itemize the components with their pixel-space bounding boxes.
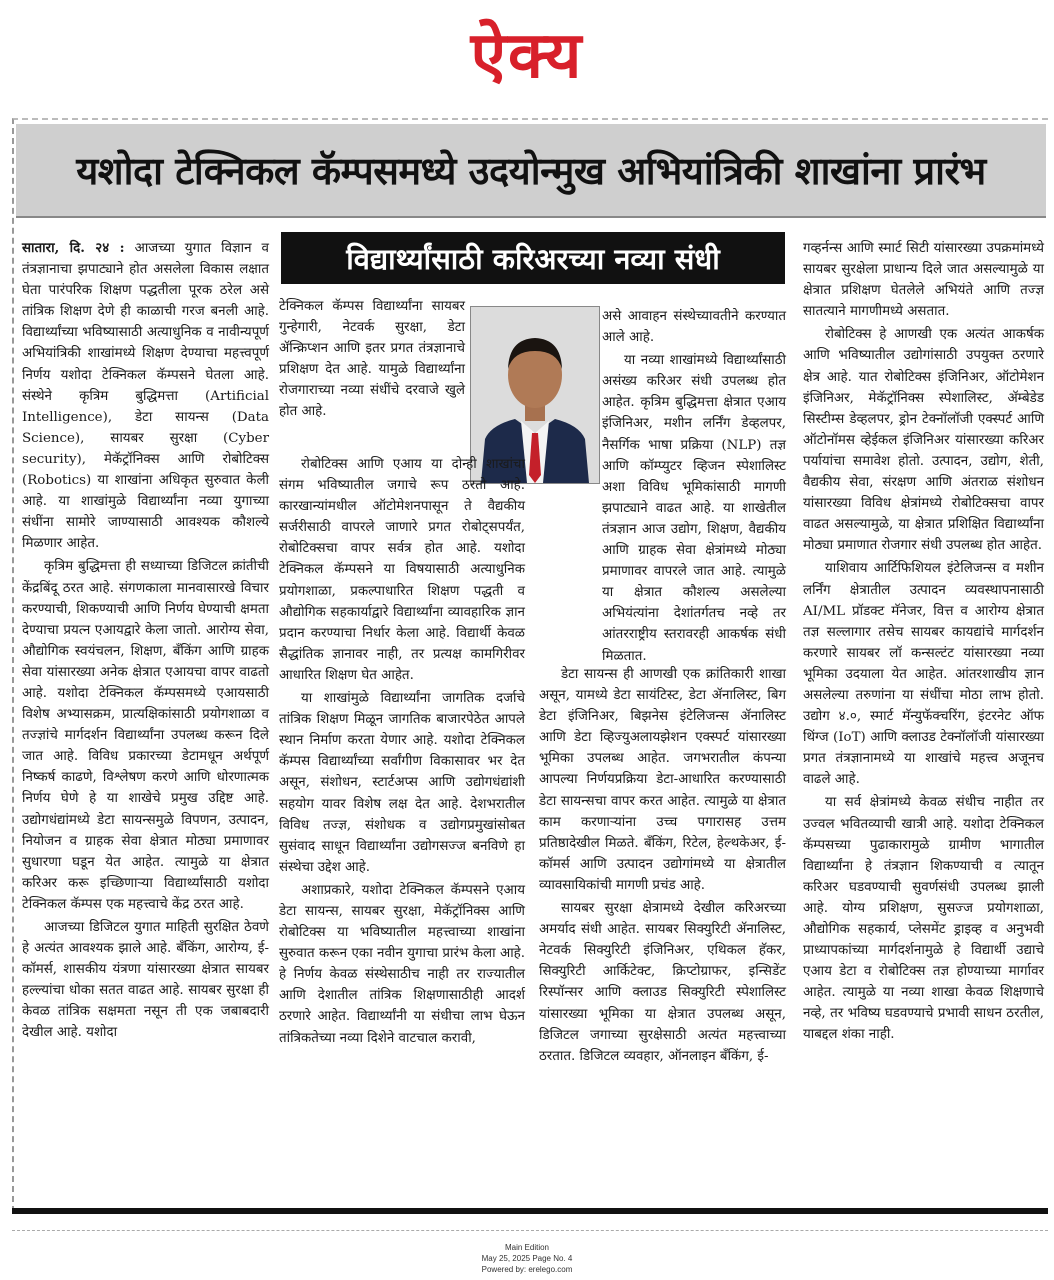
page-footer	[0, 1242, 1054, 1275]
newspaper-logo: ऐक्य	[470, 19, 584, 93]
paragraph-text: आजच्या युगात विज्ञान व तंत्रज्ञानाचा झपाट्याने होत असलेला विकास लक्षात घेता पारंपरिक शिक्षण पद्धतीला पूरक ठरेल असे तांत्रिक शिक्षण देणे ही काळाची गरज बनली आहे. विद्यार्थ्यांच्या भविष्यासाठी अत्याधुनिक व नावीन्यपूर्ण अभियांत्रिकी शाखांमध्ये शिक्षण देण्याचा महत्त्वपूर्ण निर्णय यशोदा टेक्निकल कॅम्पसने घेतला आहे. संस्थेने कृत्रिम बुद्धिमत्ता (Artificial Intelligence), डेटा सायन्स (Data Science), सायबर सुरक्षा (Cyber security), मेकॅट्रॉनिक्स आणि रोबोटिक्स (Robotics) या शाखांना अधिकृत सुरुवात केली आहे. या शाखांमुळे विद्यार्थ्यांना नव्या युगाच्या संधींना सामोरे जाण्यासाठी आवश्यक कौशल्ये मिळणार आहेत.	[22, 241, 269, 552]
paragraph: डेटा सायन्स ही आणखी एक क्रांतिकारी शाखा असून, यामध्ये डेटा सायंटिस्ट, डेटा ॲनालिस्ट, बिग डेटा इंजिनिअर, बिझनेस इंटेलिजन्स ॲनालिस्ट आणि डेटा व्हिज्युअलायझेशन एक्स्पर्ट यांसारख्या भूमिका उपलब्ध आहेत. जगभरातील कंपन्या आपल्या निर्णयप्रक्रिया डेटा-आधारित करण्यासाठी डेटा सायन्सचा वापर करत आहेत. त्यामुळे या क्षेत्रात काम करणाऱ्यांना उच्च पगारासह उत्तम प्रतिष्ठादेखील मिळते. बँकिंग, रिटेल, हेल्थकेअर, ई-कॉमर्स आणि उत्पादन उद्योगांमध्ये या क्षेत्रातील व्यावसायिकांची मागणी प्रचंड आहे.	[539, 667, 786, 893]
paragraph: या शाखांमुळे विद्यार्थ्यांना जागतिक दर्जाचे तांत्रिक शिक्षण मिळून जागतिक बाजारपेठेत आपले स्थान निर्माण करता येणार आहे. यशोदा टेक्निकल कॅम्पस विद्यार्थ्यांच्या सर्वांगीण विकासावर भर देत असून, संशोधन, स्टार्टअप्स आणि उद्योगधंद्यांशी सहयोग यावर विशेष लक्ष देत आहे. देशभरातील विविध तज्ज्ञ, संशोधक व उद्योगप्रमुखांसोबत सुसंवाद साधून विद्यार्थ्यांना उद्योगसज्ज बनविणे हा संस्थेचा उद्देश आहे.	[279, 691, 525, 875]
powered-by-label: Powered by: erelego.com	[481, 1265, 573, 1274]
date-page-label: May 25, 2025 Page No. 4	[481, 1254, 573, 1263]
column-3-cont	[539, 664, 786, 1069]
column-4	[803, 238, 1044, 1048]
paragraph: असे आवाहन संस्थेच्यावतीने करण्यात आले आहे.	[602, 309, 786, 346]
paragraph: अशाप्रकारे, यशोदा टेक्निकल कॅम्पसने एआय डेटा सायन्स, सायबर सुरक्षा, मेकॅट्रॉनिक्स आणि रोबोटिक्स या भविष्यातील महत्त्वाच्या शाखांना सुरुवात करून एका नवीन युगाचा प्रारंभ केला आहे. हे निर्णय केवळ संस्थेसाठीच नाही तर राज्यातील आणि देशातील तांत्रिक शिक्षणासाठीही आदर्श ठरणारे आहेत. विद्यार्थ्यांनी या संधीचा लाभ घेऊन तांत्रिकतेच्या नव्या दिशेने वाटचाल करावी,	[279, 882, 525, 1046]
paragraph: कृत्रिम बुद्धिमत्ता ही सध्याच्या डिजिटल क्रांतीची केंद्रबिंदू ठरत आहे. संगणकाला मानवासारखे विचार करण्याची, शिकण्याची आणि निर्णय घेण्याची क्षमता देण्याचा प्रयत्न एआयद्वारे केला जातो. आरोग्य सेवा, औद्योगिक स्वयंचलन, शिक्षण, बँकिंग आणि ग्राहक सेवा यांसारख्या अनेक क्षेत्रात एआयचा वापर वाढतो आहे. यशोदा टेक्निकल कॅम्पसमध्ये एआयसाठी विशेष अभ्यासक्रम, प्रात्यक्षिकांसाठी प्रयोगशाळा व तज्ज्ञांचे मार्गदर्शन विद्यार्थ्यांना उपलब्ध करून दिले जात आहे. विविध प्रकारच्या डेटामधून अर्थपूर्ण निष्कर्ष काढणे, विश्लेषण करणे आणि धोरणात्मक निर्णय घेणे हे या शाखेचे प्रमुख उद्दिष्ट आहे. उद्योगधंद्यांमध्ये डेटा सायन्समुळे विपणन, उत्पादन, नियोजन व ग्राहक सेवा क्षेत्रात मोठ्या प्रमाणावर सुधारणा घडून येत आहेत. त्यामुळे या क्षेत्रात करिअर करू इच्छिणाऱ्या विद्यार्थ्यांसाठी यशोदा टेक्निकल कॅम्पस एक महत्त्वाचे केंद्र ठरत आहे.	[22, 559, 269, 912]
column-2	[279, 296, 465, 425]
paragraph: गव्हर्नन्स आणि स्मार्ट सिटी यांसारख्या उपक्रमांमध्ये सायबर सुरक्षेला प्राधान्य दिले जात असल्यामुळे या क्षेत्रात प्रशिक्षण घेतलेले अभियंते आणि तज्ज्ञ सातत्याने मागणीमध्ये असतात.	[803, 241, 1044, 320]
paragraph: रोबोटिक्स आणि एआय या दोन्ही शाखांचा संगम भविष्यातील जगाचे रूप ठरतो आहे. कारखान्यांमधील ऑटोमेशनपासून ते वैद्यकीय सर्जरीसाठी वापरले जाणारे प्रगत रोबोट्सपर्यंत, रोबोटिक्सचा वापर सर्वत्र होत आहे. यशोदा टेक्निकल कॅम्पसने या विषयासाठी अत्याधुनिक प्रयोगशाळा, प्रकल्पाधारित शिक्षण पद्धती व औद्योगिक सहकार्याद्वारे विद्यार्थ्यांना व्यावहारिक ज्ञान प्रदान करण्याचा निर्धार केला आहे. विद्यार्थी केवळ सैद्धांतिक ज्ञानावर नाही, तर प्रत्यक्ष कामगिरीवर आधारित शिक्षण घेत आहेत.	[279, 457, 525, 683]
dotted-divider	[12, 1230, 1048, 1241]
paragraph: या नव्या शाखांमध्ये विद्यार्थ्यांसाठी असंख्य करिअर संधी उपलब्ध होत आहेत. कृत्रिम बुद्धिमत्ता क्षेत्रात एआय इंजिनिअर, मशीन लर्निंग डेव्हलपर, नैसर्गिक भाषा प्रक्रिया (NLP) तज्ञ आणि कॉम्प्युटर व्हिजन स्पेशालिस्ट अशा विविध भूमिकांसाठी मागणी झपाट्याने वाढत आहे. या शाखेतील तंत्रज्ञान आज उद्योग, शिक्षण, वैद्यकीय आणि ग्राहक सेवा क्षेत्रांमध्ये मोठ्या प्रमाणावर वापरले जात आहे. त्यामुळे या क्षेत्रात कौशल्य असलेल्या अभियंत्यांना देशांतर्गतच नव्हे तर आंतरराष्ट्रीय स्तरावरही आकर्षक संधी मिळतात.	[602, 353, 786, 664]
paragraph: सायबर सुरक्षा क्षेत्रामध्ये देखील करिअरच्या अमर्याद संधी आहेत. सायबर सिक्युरिटी ॲनालिस्ट, नेटवर्क सिक्युरिटी इंजिनिअर, एथिकल हॅकर, सिक्युरिटी आर्किटेक्ट, क्रिप्टोग्राफर, इन्सिडेंट रिस्पॉन्सर आणि क्लाउड सिक्युरिटी स्पेशालिस्ट यांसारख्या भूमिका या क्षेत्रात उपलब्ध असून, डिजिटल जगाच्या सुरक्षेसाठी अत्यंत महत्त्वाच्या ठरतात. डिजिटल व्यवहार, ऑनलाइन बँकिंग, ई-	[539, 901, 786, 1064]
paragraph	[22, 238, 269, 554]
headline-band	[16, 124, 1046, 218]
paragraph: आजच्या डिजिटल युगात माहिती सुरक्षित ठेवणे हे अत्यंत आवश्यक झाले आहे. बँकिंग, आरोग्य, ई-कॉमर्स, शासकीय यंत्रणा यांसारख्या क्षेत्रात सायबर हल्ल्यांचा धोका सतत वाढत आहे. सायबर सुरक्षा ही केवळ तांत्रिक सक्षमता नसून ती एक जबाबदारी देखील आहे. यशोदा	[22, 920, 269, 1041]
paragraph: टेक्निकल कॅम्पस विद्यार्थ्यांना सायबर गुन्हेगारी, नेटवर्क सुरक्षा, डेटा ॲन्क्रिप्शन आणि इतर प्रगत तंत्रज्ञानाचे प्रशिक्षण देत आहे. यामुळे विद्यार्थ्यांना रोजगाराच्या नव्या संधींचे दरवाजे खुले होत आहे.	[279, 299, 465, 420]
sub-headline: विद्यार्थ्यांसाठी करिअरच्या नव्या संधी	[346, 241, 720, 276]
edition-label: Main Edition	[504, 1243, 550, 1252]
masthead	[0, 0, 1054, 112]
paragraph: रोबोटिक्स हे आणखी एक अत्यंत आकर्षक आणि भविष्यातील उद्योगांसाठी उपयुक्त ठरणारे क्षेत्र आहे. यात रोबोटिक्स इंजिनिअर, ऑटोमेशन इंजिनिअर, मेकॅट्रॉनिक्स स्पेशालिस्ट, ॲम्बेडेड सिस्टीम्स डेव्हलपर, ड्रोन टेक्नॉलॉजी एक्स्पर्ट आणि ऑटोनॉमस व्हेईकल इंजिनिअर यांसारख्या करिअर पर्यायांचा समावेश होतो. उत्पादन, उद्योग, शेती, वैद्यकीय सेवा, संरक्षण आणि अंतराळ संशोधन यांसारख्या विविध क्षेत्रांमध्ये रोबोटिक्सचा वापर वाढत असल्यामुळे, या क्षेत्रात प्रशिक्षित विद्यार्थ्यांना मोठ्या प्रमाणात रोजगार संधी उपलब्ध होत आहेत.	[803, 327, 1044, 554]
sub-headline-box	[281, 232, 785, 284]
column-3	[602, 306, 786, 669]
article-headline: यशोदा टेक्निकल कॅम्पसमध्ये उदयोन्मुख अभियांत्रिकी शाखांना प्रारंभ	[76, 149, 986, 193]
paragraph: या सर्व क्षेत्रांमध्ये केवळ संधीच नाहीत तर उज्वल भवितव्याची खात्री आहे. यशोदा टेक्निकल कॅम्पसच्या पुढाकारामुळे ग्रामीण भागातील विद्यार्थ्यांना हे तंत्रज्ञान शिकण्याची व त्यातून करिअर घडवण्याची सुवर्णसंधी उपलब्ध झाली आहे. योग्य प्रशिक्षण, सुसज्ज प्रयोगशाळा, औद्योगिक सहकार्य, प्लेसमेंट ड्राइव्ह व अनुभवी प्राध्यापकांच्या मार्गदर्शनामुळे हे विद्यार्थी उद्याचे एआय डेटा व रोबोटिक्स तज्ञ होण्याच्या मार्गावर आहेत. त्यामुळे या नव्या शाखा केवळ शिक्षणाचे नव्हे, तर भविष्य घडवण्याचे प्रभावी साधन ठरतील, याबद्दल शंका नाही.	[803, 795, 1044, 1043]
dateline: सातारा, दि. २४ :	[22, 240, 125, 256]
column-1	[22, 238, 269, 1046]
column-2-cont	[279, 454, 525, 1051]
paragraph: याशिवाय आर्टिफिशियल इंटेलिजन्स व मशीन लर्निंग क्षेत्रातील उत्पादन व्यवस्थापनासाठी AI/ML प्रॉडक्ट मॅनेजर, वित्त व आरोग्य क्षेत्रात तज्ञ सल्लागार तसेच सायबर कायद्यांचे मार्गदर्शन करणारे सायबर लॉ कन्सल्टंट यांसारख्या नव्या भूमिका उदयाला येत आहेत. आंतरशाखीय ज्ञान असलेल्या तरुणांना या संधींचा मोठा लाभ होतो. उद्योग ४.०, स्मार्ट मॅन्युफॅक्चरिंग, इंटरनेट ऑफ थिंग्ज (IoT) आणि क्लाउड टेक्नॉलॉजी यांसारख्या प्रगत तंत्रज्ञानामध्ये या शाखांचे महत्त्व अजूनच वाढले आहे.	[803, 561, 1044, 788]
bottom-rule	[12, 1208, 1048, 1214]
